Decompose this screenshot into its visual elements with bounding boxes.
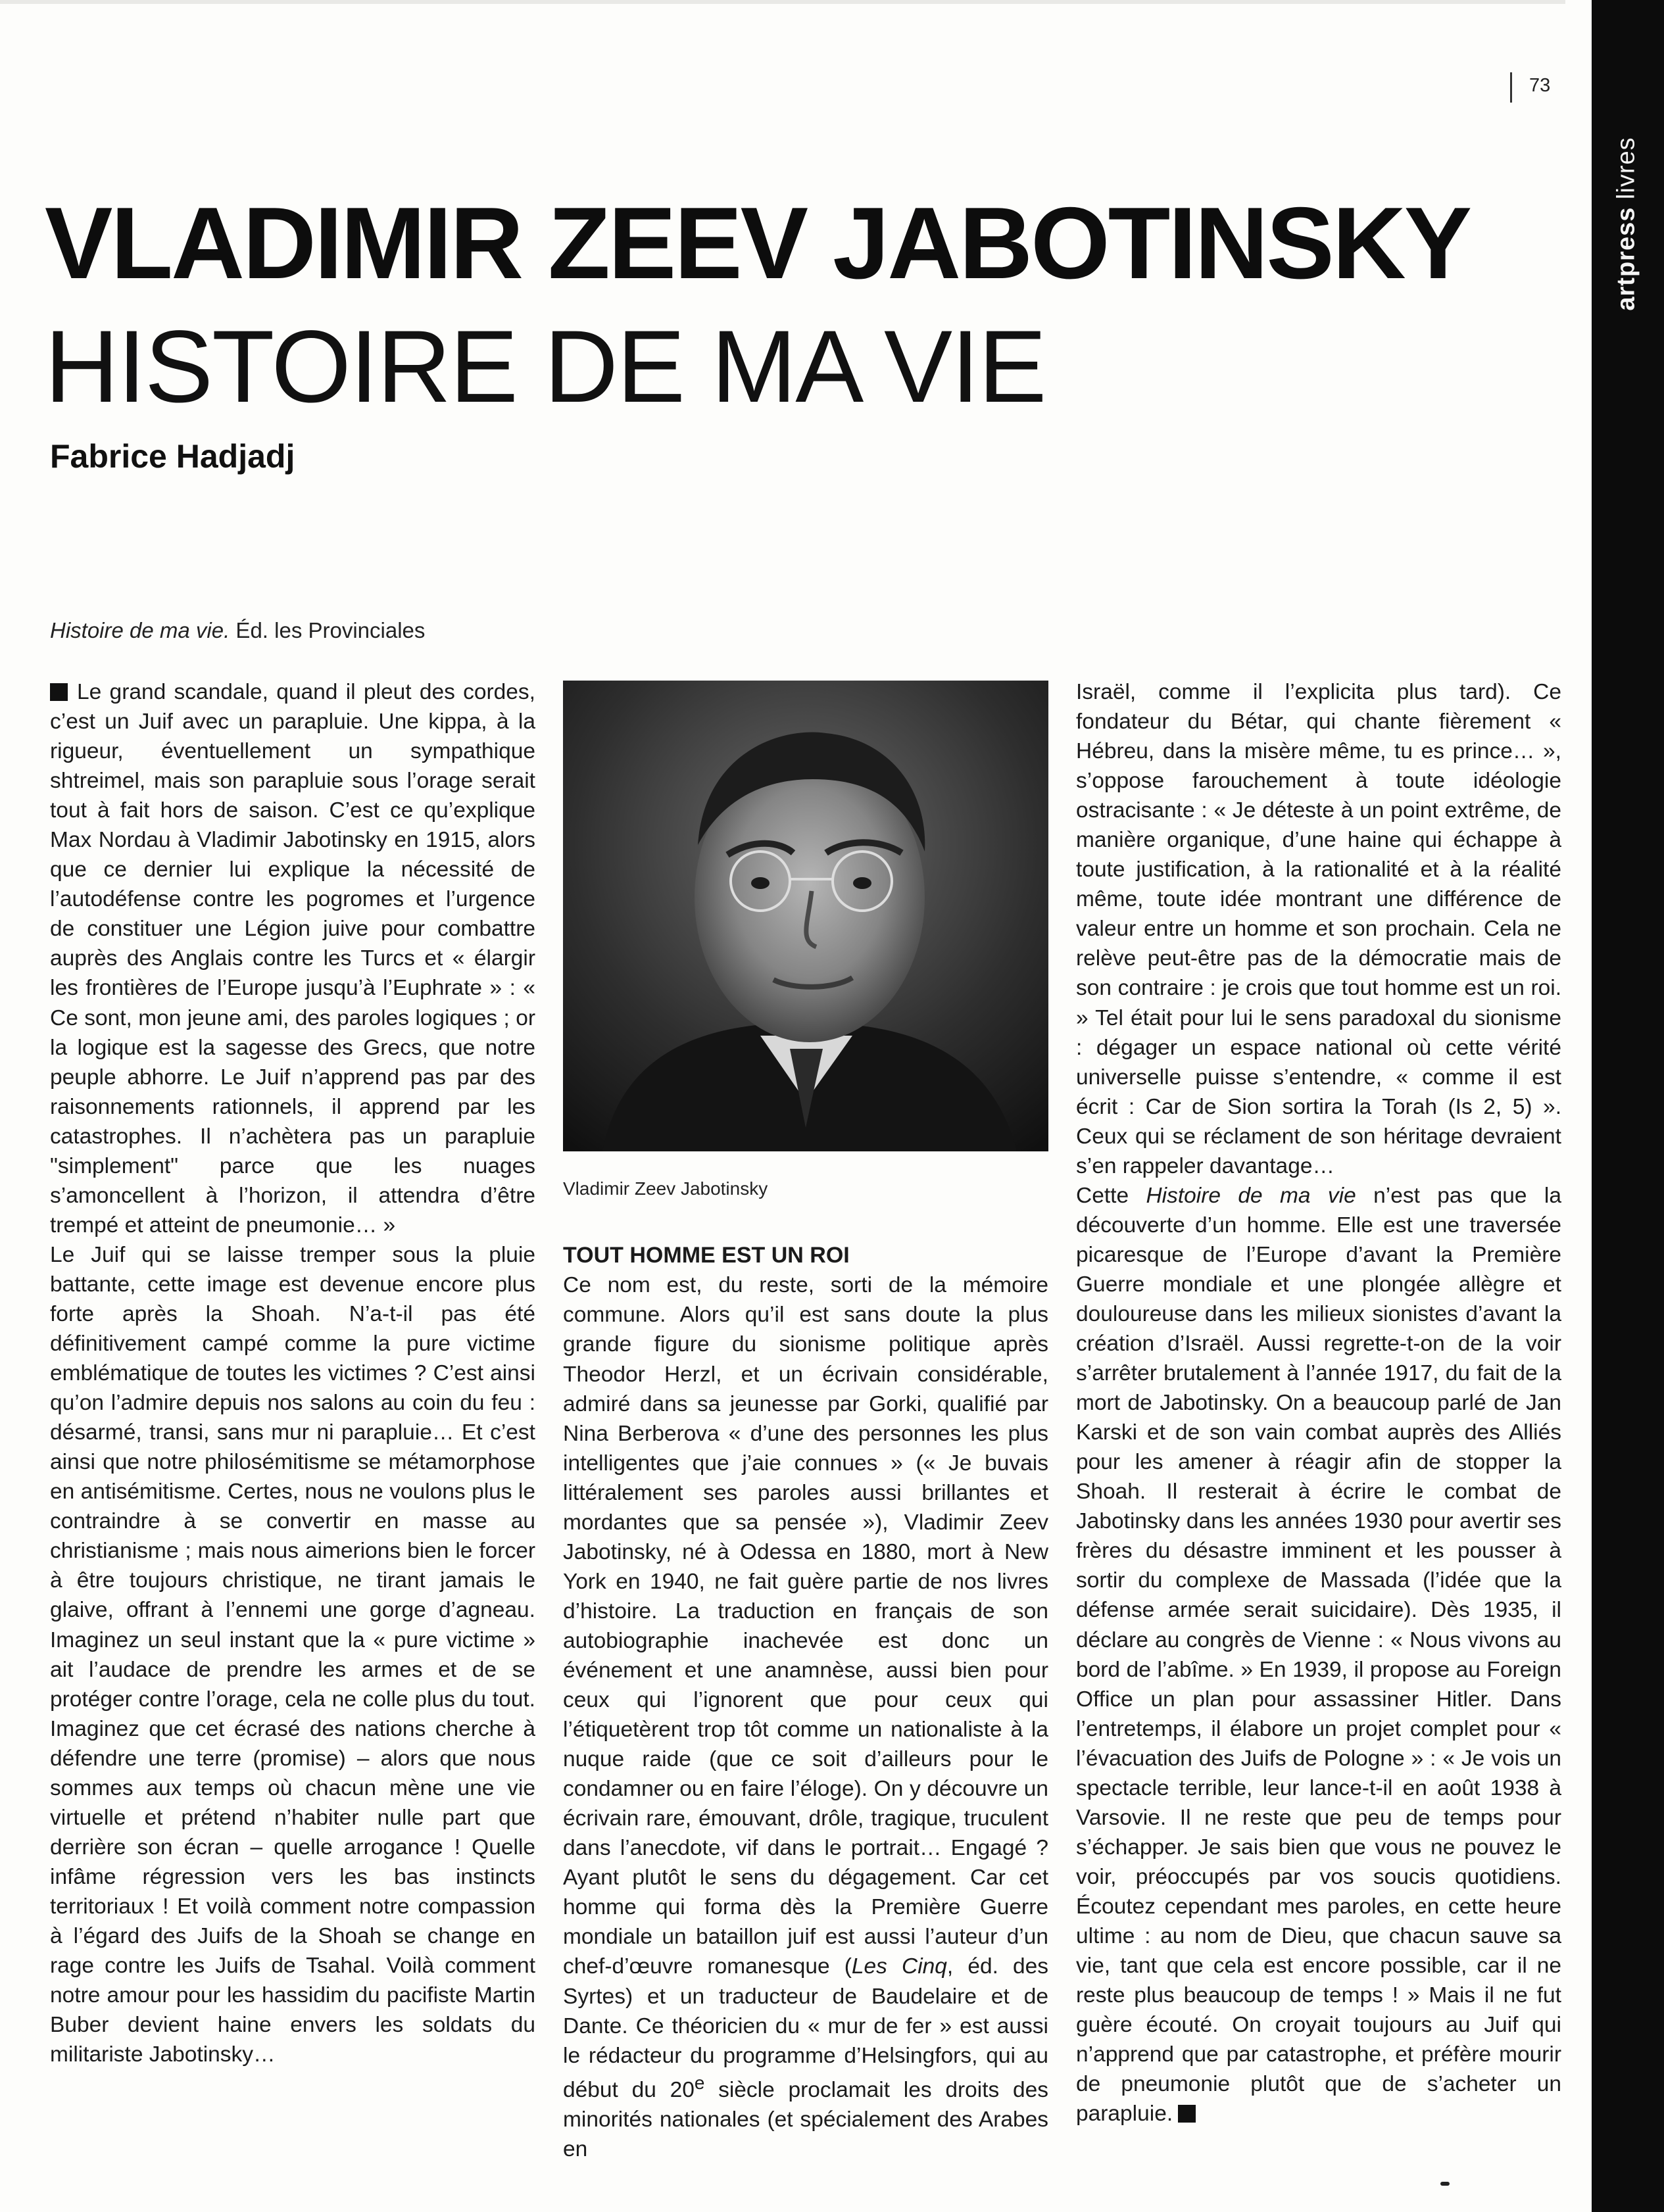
author-name: Fabrice Hadjadj [50,438,295,475]
italic-book-title: Les Cinq [851,1954,947,1979]
article-title: VLADIMIR ZEEV JABOTINSKY [45,186,1471,300]
paragraph-text: Ce nom est, du reste, sorti de la mémoire commune. Alors qu’il est sans doute la plus grande figure du sionisme politique après Theodor Herzl, et un écrivain considérable, admiré dans sa jeunesse par Gorki, qualifié par Nina Berberova « d’une des personnes les plus intelligentes que j’aie connues » (« Je buvais littéralement ses paroles aussi brillantes et mordantes que sa pensée »), Vladimir Zeev Jabotinsky, né à Odessa en 1880, mort à New York en 1940, ne fait guère partie de nos livres d’histoire. La traduction en français de son autobiographie inachevée est donc un événement et une anamnèse, aussi bien pour ceux qui l’ignorent que pour ceux qui l’étiquetèrent trop tôt comme un nationaliste à la nuque raide (que ce soit d’ailleurs pour le condamner ou en faire l’éloge). On y découvre un écrivain rare, émouvant, drôle, tragique, truculent dans l’anecdote, vif dans le portrait… Engagé ? Ayant plutôt le sens du dégagement. Car cet homme qui forma dès la Première Guerre mondiale un bataillon juif est aussi l’auteur d’un chef-d’œuvre romanesque ( [563,1273,1048,1979]
photo-caption: Vladimir Zeev Jabotinsky [563,1178,768,1199]
column-left [50,677,535,2069]
paragraph-text: siècle proclamait les droits des minorités nationales (et spécialement des Arabes en [563,2077,1048,2161]
paragraph [50,677,535,1240]
top-edge-rule [0,0,1565,4]
paragraph-text: Cette [1076,1183,1146,1208]
book-publisher: Éd. les Provinciales [230,618,426,642]
paragraph-text: Le grand scandale, quand il pleut des cordes, c’est un Juif avec un parapluie. Une kippa, à la rigueur, éventuellement un sympathique shtreimel, mais son parapluie sous l’orage serait tout à fait hors de saison. C’est ce qu’explique Max Nordau à Vladimir Jabotinsky en 1915, alors que ce dernier lui explique la nécessité de l’autodéfense contre les pogromes et l’urgence de constituer une Légion juive pour combattre auprès des Anglais contre les Turcs et « élargir les frontières de l’Europe jusqu’à l’Euphrate » : « Ce sont, mon jeune ami, des paroles logiques ; or la logique est la sagesse des Grecs, que notre peuple abhorre. Le Juif n’apprend pas par des raisonnements rationnels, il apprend par les catastrophes. Il n’achètera pas un parapluie "simplement" parce que les nuages s’amoncellent à l’horizon, il attendra d’être trempé et atteint de pneumonie… » [50,680,535,1238]
portrait-image [563,681,1048,1151]
page-number-divider [1510,72,1512,103]
section-label-bold: artpress [1612,206,1640,311]
section-label [1612,132,1641,316]
column-middle [563,681,1048,2164]
book-title: Histoire de ma vie. [50,618,230,642]
section-label-rest: livres [1612,136,1640,207]
scan-artifact [1440,2182,1450,2186]
paragraph [1076,1181,1561,2129]
page-number: 73 [1529,75,1551,96]
column-right [1076,677,1561,2128]
italic-book-title: Histoire de ma vie [1146,1183,1356,1208]
end-square-icon [1178,2105,1196,2123]
paragraph: Israël, comme il l’explicita plus tard). Ce fondateur du Bétar, qui chante fièrement « Hébreu, dans la misère même, tu es prince… », s’oppose farouchement à toute idéologie ostracisante : « Je déteste à un point extrême, de manière organique, d’une haine qui échappe à toute justification, à la rationalité et à la réalité même, toute idée montrant une différence de valeur entre un homme et son prochain. Cela ne relève peut-être pas de la démocratie mais de son contraire : je crois que tout homme est un roi. » Tel était pour lui le sens paradoxal du sionisme : dégager un espace national où cette vérité universelle puisse s’entendre, « comme il est écrit : Car de Sion sortira la Torah (Is 2, 5) ». Ceux qui se réclament de son héritage devraient s’en rappeler davantage… [1076,680,1561,1178]
side-band [1592,0,1664,2212]
paragraph-text: , éd. des Syrtes) et un traducteur de Baudelaire et de Dante. Ce théoricien du « mur de fer » est aussi le rédacteur du programme d’Helsingfors, qui au début du 20 [563,1954,1048,2102]
start-square-icon [50,683,68,701]
paragraph-text: n’est pas que la découverte d’un homme. Elle est une traversée picaresque de l’Europe d’avant la Première Guerre mondiale et une plongée allègre et douloureuse dans les milieux sionistes d’avant la création d’Israël. Aussi regrette-t-on de la voir s’arrêter brutalement à l’année 1917, du fait de la mort de Jabotinsky. On a beaucoup parlé de Jan Karski et de son vain combat auprès des Alliés pour les amener à réagir afin de stopper la Shoah. Il resterait à écrire le combat de Jabotinsky dans les années 1930 pour avertir ses frères du désastre imminent et les pousser à sortir du complexe de Massada (l’idée que la défense armée serait suicidaire). Dès 1935, il déclare au congrès de Vienne : « Nous vivons au bord de l’abîme. » En 1939, il propose au Foreign Office un plan pour assassiner Hitler. Dans l’entretemps, il élabore un projet complet pour « l’évacuation des Juifs de Pologne » : « Je vois un spectacle terrible, leur lance-t-il en août 1938 à Varsovie. Il ne reste que peu de temps pour s’échapper. Je sais bien que vous ne pouvez le voir, préoccupés par vos soucis quotidiens. Écoutez cependant mes paroles, en cette heure ultime : au nom de Dieu, que chacun sauve sa vie, tant que cela est encore possible, car il ne reste plus beaucoup de temps ! » Mais il ne fut guère écouté. On croyait toujours au Juif qui n’apprend que par catastrophe, et préfère mourir de pneumonie plutôt que de s’acheter un parapluie. [1076,1183,1561,2127]
section-heading: TOUT HOMME EST UN ROI [563,1242,850,1268]
article-subtitle: HISTOIRE DE MA VIE [45,310,1046,424]
superscript: e [694,2072,705,2093]
paragraph: Le Juif qui se laisse tremper sous la pluie battante, cette image est devenue encore plus forte après la Shoah. N’a-t-il pas été définitivement campé comme la pure victime emblématique de toutes les victimes ? C’est ainsi qu’on l’admire depuis nos salons au coin du feu : désarmé, transi, sans mur ni parapluie… Et c’est ainsi que notre philosémitisme se métamorphose en antisémitisme. Certes, nous ne voulons plus le contraindre à se convertir en masse au christianisme ; mais nous aimerions bien le forcer à être toujours christique, ne tirant jamais le glaive, offrant à l’ennemi une gorge d’agneau. Imaginez un seul instant que la « pure victime » ait l’audace de prendre les armes et de se protéger contre l’orage, cela ne colle plus du tout. Imaginez que cet écrasé des nations cherche à défendre une terre (promise) – alors que nous sommes aux temps où chacun mène une vie virtuelle et prétend n’habiter nulle part que derrière son écran – quelle arrogance ! Quelle infâme régression vers les bas instincts territoriaux ! Et voilà comment notre compassion à l’égard des Juifs de la Shoah se change en rage contre les Juifs de Tsahal. Voilà comment notre amour pour les hassidim du pacifiste Martin Buber devient haine envers les soldats du militariste Jabotinsky… [50,1242,535,2067]
portrait-photo [563,681,1048,1151]
paragraph [563,1270,1048,2164]
book-reference [50,618,425,643]
